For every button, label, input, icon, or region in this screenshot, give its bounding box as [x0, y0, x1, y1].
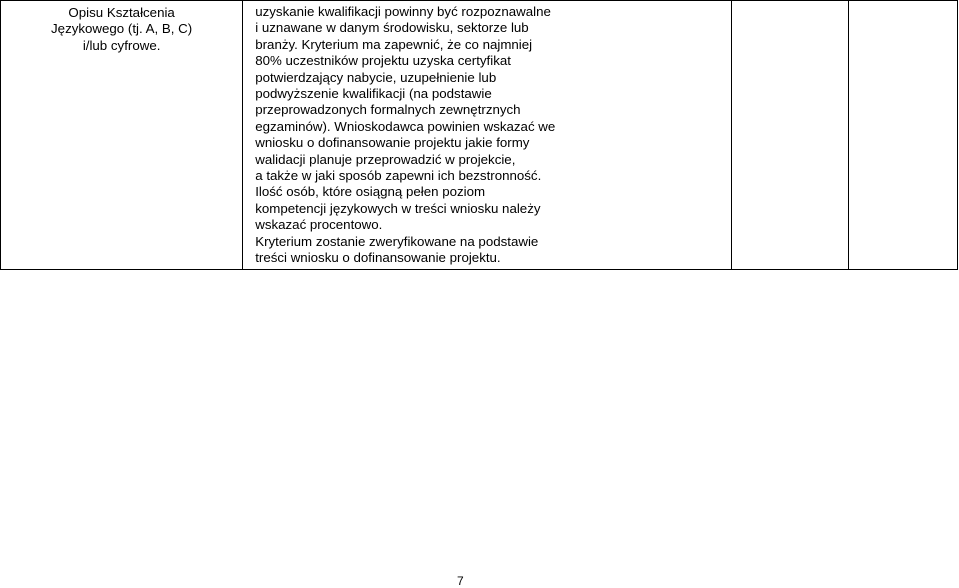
description-line: wskazać procentowo. [255, 217, 383, 233]
description-line: i uznawane w danym środowisku, sektorze lub [255, 20, 529, 36]
description-line: walidacji planuje przeprowadzić w projekcie, [255, 151, 516, 167]
criterion-description-cell [243, 1, 732, 270]
description-line: 80% uczestników projektu uzyska certyfikat [255, 53, 511, 69]
criteria-table [0, 0, 958, 270]
criterion-name-cell [1, 1, 243, 270]
description-line: przeprowadzonych formalnych zewnętrznych [255, 102, 521, 118]
criterion-name-line: Językowego (tj. A, B, C) [51, 21, 193, 37]
description-line: wniosku o dofinansowanie projektu jakie formy [255, 135, 530, 151]
description-line: egzaminów). Wnioskodawca powinien wskazać we [255, 118, 556, 134]
page-number: 7 [457, 574, 464, 588]
description-line: Ilość osób, które osiągną pełen poziom [255, 184, 486, 200]
description-line: Kryterium zostanie zweryfikowane na podstawie [255, 233, 539, 249]
criterion-name-line: Opisu Kształcenia [68, 5, 175, 20]
table-row [1, 1, 958, 270]
description-line: treści wniosku o dofinansowanie projektu. [255, 250, 501, 266]
description-line: a także w jaki sposób zapewni ich bezstronność. [255, 168, 542, 184]
empty-cell [731, 1, 848, 270]
description-line: branży. Kryterium ma zapewnić, że co najmniej [255, 36, 533, 52]
empty-cell [848, 1, 957, 270]
description-line: potwierdzający nabycie, uzupełnienie lub [255, 69, 497, 85]
criterion-name-line: i/lub cyfrowe. [82, 37, 161, 53]
description-line: uzyskanie kwalifikacji powinny być rozpoznawalne [255, 4, 551, 19]
description-line: podwyższenie kwalifikacji (na podstawie [255, 86, 492, 102]
description-line: kompetencji językowych w treści wniosku należy [255, 200, 541, 216]
